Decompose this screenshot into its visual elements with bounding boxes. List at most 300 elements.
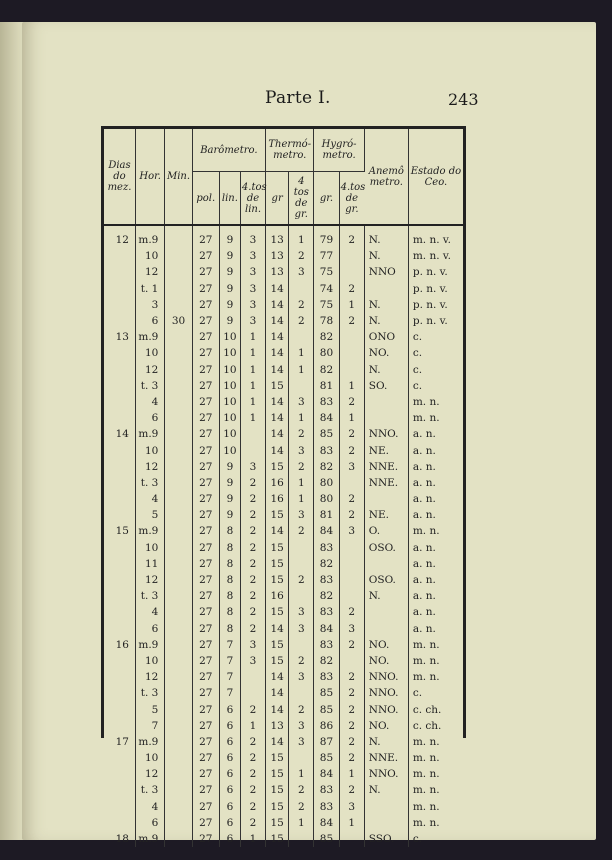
header-hor: Hor. bbox=[135, 129, 164, 225]
cell-graus-hygro: 75 bbox=[314, 264, 339, 280]
cell-quartos-therm: 1 bbox=[289, 232, 314, 248]
cell-polegadas: 27 bbox=[192, 621, 219, 637]
cell-linhas: 10 bbox=[219, 345, 240, 361]
cell-quartos-hygro: 2 bbox=[339, 232, 364, 248]
header-estado: Estado do Ceo. bbox=[408, 129, 463, 225]
cell-quartos-linha: 2 bbox=[240, 701, 265, 717]
cell-polegadas: 27 bbox=[192, 442, 219, 458]
cell-estado-ceo: a. n. bbox=[412, 493, 436, 506]
cell-quartos-linha: 2 bbox=[240, 507, 265, 523]
cell-polegadas: 27 bbox=[192, 362, 219, 378]
cell-quartos-hygro bbox=[339, 653, 364, 669]
cell-linhas: 9 bbox=[219, 248, 240, 264]
cell-hora: 11 bbox=[135, 556, 164, 572]
cell-estado-ceo: c. bbox=[412, 347, 423, 360]
cell-quartos-hygro bbox=[339, 329, 364, 345]
cell-minuto bbox=[165, 378, 192, 394]
header-hygrometro: Hygró-metro. bbox=[314, 129, 364, 172]
cell-hora: t. 3 bbox=[135, 378, 164, 394]
cell-vento: NNE. bbox=[364, 750, 408, 766]
cell-dia: 13 bbox=[104, 329, 135, 345]
cell-vento: NO. bbox=[364, 653, 408, 669]
cell-estado-ceo: m. n. v. bbox=[412, 234, 451, 247]
cell-polegadas: 27 bbox=[192, 264, 219, 280]
table-row bbox=[104, 362, 463, 378]
table-row bbox=[104, 637, 463, 653]
table-row bbox=[104, 604, 463, 620]
cell-minuto bbox=[165, 394, 192, 410]
cell-quartos-therm: 2 bbox=[289, 426, 314, 442]
cell-quartos-therm: 3 bbox=[289, 394, 314, 410]
cell-polegadas: 27 bbox=[192, 394, 219, 410]
table-row bbox=[104, 281, 463, 297]
cell-hora: 10 bbox=[135, 345, 164, 361]
cell-quartos-therm: 3 bbox=[289, 604, 314, 620]
cell-quartos-hygro: 3 bbox=[339, 799, 364, 815]
cell-estado-ceo: c. ch. bbox=[412, 719, 442, 732]
observation-table bbox=[104, 129, 463, 847]
cell-graus-therm: 15 bbox=[266, 799, 289, 815]
cell-estado-ceo: m. n. bbox=[412, 784, 440, 797]
cell-quartos-linha: 1 bbox=[240, 329, 265, 345]
cell-linhas: 8 bbox=[219, 523, 240, 539]
cell-estado-ceo: m. n. v. bbox=[412, 250, 451, 263]
cell-linhas: 7 bbox=[219, 685, 240, 701]
cell-quartos-linha: 1 bbox=[240, 378, 265, 394]
cell-hora: 10 bbox=[135, 653, 164, 669]
cell-linhas: 10 bbox=[219, 378, 240, 394]
cell-hora: 6 bbox=[135, 313, 164, 329]
cell-estado-ceo: m. n. bbox=[412, 800, 440, 813]
cell-dia bbox=[104, 248, 135, 264]
table-row bbox=[104, 329, 463, 345]
cell-graus-therm: 13 bbox=[266, 264, 289, 280]
cell-hora: 4 bbox=[135, 604, 164, 620]
cell-quartos-linha: 2 bbox=[240, 556, 265, 572]
cell-quartos-linha: 2 bbox=[240, 815, 265, 831]
cell-dia bbox=[104, 297, 135, 313]
table-row bbox=[104, 410, 463, 426]
cell-linhas: 7 bbox=[219, 637, 240, 653]
cell-graus-therm: 14 bbox=[266, 362, 289, 378]
cell-minuto bbox=[165, 297, 192, 313]
cell-graus-hygro: 85 bbox=[314, 685, 339, 701]
cell-quartos-linha: 2 bbox=[240, 734, 265, 750]
cell-estado-ceo: a. n. bbox=[412, 590, 436, 603]
cell-dia bbox=[104, 313, 135, 329]
cell-minuto bbox=[165, 248, 192, 264]
cell-graus-therm: 15 bbox=[266, 378, 289, 394]
cell-graus-therm: 14 bbox=[266, 669, 289, 685]
cell-quartos-therm bbox=[289, 637, 314, 653]
cell-graus-hygro: 82 bbox=[314, 588, 339, 604]
cell-minuto bbox=[165, 653, 192, 669]
cell-dia bbox=[104, 604, 135, 620]
table-row bbox=[104, 621, 463, 637]
cell-vento bbox=[364, 621, 408, 637]
cell-vento: NNO. bbox=[364, 685, 408, 701]
cell-polegadas: 27 bbox=[192, 750, 219, 766]
cell-quartos-therm: 2 bbox=[289, 782, 314, 798]
cell-quartos-hygro: 3 bbox=[339, 523, 364, 539]
cell-hora: 4 bbox=[135, 491, 164, 507]
cell-minuto bbox=[165, 669, 192, 685]
cell-quartos-hygro: 2 bbox=[339, 685, 364, 701]
cell-minuto bbox=[165, 685, 192, 701]
table-row bbox=[104, 750, 463, 766]
cell-dia bbox=[104, 491, 135, 507]
cell-quartos-linha: 2 bbox=[240, 540, 265, 556]
cell-quartos-hygro: 2 bbox=[339, 491, 364, 507]
cell-dia bbox=[104, 362, 135, 378]
cell-graus-hygro: 79 bbox=[314, 232, 339, 248]
cell-minuto bbox=[165, 507, 192, 523]
cell-linhas: 8 bbox=[219, 556, 240, 572]
cell-vento bbox=[364, 491, 408, 507]
cell-quartos-therm: 1 bbox=[289, 345, 314, 361]
cell-vento: NNE. bbox=[364, 459, 408, 475]
cell-estado-ceo: m. n. bbox=[412, 654, 440, 667]
cell-quartos-linha: 2 bbox=[240, 799, 265, 815]
cell-quartos-therm: 3 bbox=[289, 669, 314, 685]
cell-hora: t. 3 bbox=[135, 588, 164, 604]
cell-linhas: 10 bbox=[219, 442, 240, 458]
cell-quartos-therm: 3 bbox=[289, 718, 314, 734]
cell-hora: 5 bbox=[135, 507, 164, 523]
cell-dia: 14 bbox=[104, 426, 135, 442]
cell-polegadas: 27 bbox=[192, 345, 219, 361]
cell-graus-hygro: 84 bbox=[314, 410, 339, 426]
table-row bbox=[104, 475, 463, 491]
cell-estado-ceo: a. n. bbox=[412, 476, 436, 489]
cell-polegadas: 27 bbox=[192, 329, 219, 345]
table-row bbox=[104, 669, 463, 685]
table-row bbox=[104, 313, 463, 329]
cell-graus-therm: 14 bbox=[266, 685, 289, 701]
cell-vento: NE. bbox=[364, 442, 408, 458]
cell-quartos-therm: 2 bbox=[289, 701, 314, 717]
cell-vento: O. bbox=[364, 523, 408, 539]
cell-graus-therm: 13 bbox=[266, 248, 289, 264]
table-row bbox=[104, 345, 463, 361]
cell-quartos-therm: 2 bbox=[289, 248, 314, 264]
cell-linhas: 8 bbox=[219, 540, 240, 556]
cell-minuto bbox=[165, 362, 192, 378]
cell-dia bbox=[104, 394, 135, 410]
cell-linhas: 9 bbox=[219, 281, 240, 297]
cell-quartos-linha: 3 bbox=[240, 297, 265, 313]
cell-linhas: 6 bbox=[219, 734, 240, 750]
cell-quartos-linha: 3 bbox=[240, 459, 265, 475]
cell-graus-therm: 15 bbox=[266, 604, 289, 620]
cell-polegadas: 27 bbox=[192, 313, 219, 329]
cell-vento: NNO. bbox=[364, 766, 408, 782]
cell-graus-therm: 14 bbox=[266, 313, 289, 329]
cell-hora: t. 3 bbox=[135, 782, 164, 798]
cell-estado-ceo: a. n. bbox=[412, 622, 436, 635]
cell-polegadas: 27 bbox=[192, 815, 219, 831]
cell-linhas: 6 bbox=[219, 718, 240, 734]
page-number: 243 bbox=[448, 90, 479, 109]
cell-quartos-linha: 2 bbox=[240, 750, 265, 766]
cell-dia bbox=[104, 750, 135, 766]
cell-estado-ceo: a. n. bbox=[412, 460, 436, 473]
cell-polegadas: 27 bbox=[192, 653, 219, 669]
cell-quartos-linha: 3 bbox=[240, 281, 265, 297]
cell-graus-hygro: 78 bbox=[314, 313, 339, 329]
cell-hora: 12 bbox=[135, 766, 164, 782]
cell-quartos-therm: 1 bbox=[289, 475, 314, 491]
cell-graus-hygro: 84 bbox=[314, 621, 339, 637]
header-quartos-gr: 4 tos de gr. bbox=[289, 172, 314, 226]
cell-quartos-therm bbox=[289, 329, 314, 345]
running-head: Parte I. bbox=[265, 88, 331, 108]
cell-linhas: 9 bbox=[219, 313, 240, 329]
cell-graus-hygro: 85 bbox=[314, 426, 339, 442]
cell-hora: 12 bbox=[135, 362, 164, 378]
cell-polegadas: 27 bbox=[192, 799, 219, 815]
cell-hora: 12 bbox=[135, 572, 164, 588]
cell-linhas: 7 bbox=[219, 653, 240, 669]
cell-polegadas: 27 bbox=[192, 782, 219, 798]
cell-graus-therm: 14 bbox=[266, 621, 289, 637]
cell-quartos-therm bbox=[289, 685, 314, 701]
table-row bbox=[104, 540, 463, 556]
cell-polegadas: 27 bbox=[192, 734, 219, 750]
cell-graus-therm: 15 bbox=[266, 507, 289, 523]
cell-vento: NNO. bbox=[364, 669, 408, 685]
cell-estado-ceo: c. bbox=[412, 331, 423, 344]
cell-graus-therm: 14 bbox=[266, 297, 289, 313]
cell-estado-ceo: p. n. v. bbox=[412, 315, 448, 328]
cell-graus-therm: 15 bbox=[266, 572, 289, 588]
cell-minuto bbox=[165, 281, 192, 297]
cell-graus-hygro: 77 bbox=[314, 248, 339, 264]
cell-dia: 18 bbox=[104, 831, 135, 847]
cell-estado-ceo: c. bbox=[412, 363, 423, 376]
cell-dia bbox=[104, 378, 135, 394]
cell-quartos-linha: 2 bbox=[240, 588, 265, 604]
cell-hora: t. 3 bbox=[135, 685, 164, 701]
cell-graus-therm: 15 bbox=[266, 556, 289, 572]
cell-vento: N. bbox=[364, 313, 408, 329]
cell-minuto bbox=[165, 329, 192, 345]
cell-quartos-therm bbox=[289, 540, 314, 556]
cell-hora: m.9 bbox=[135, 232, 164, 248]
cell-quartos-hygro: 2 bbox=[339, 394, 364, 410]
cell-minuto bbox=[165, 621, 192, 637]
cell-hora: 6 bbox=[135, 621, 164, 637]
cell-quartos-hygro bbox=[339, 264, 364, 280]
cell-dia bbox=[104, 799, 135, 815]
cell-polegadas: 27 bbox=[192, 491, 219, 507]
cell-hora: 12 bbox=[135, 669, 164, 685]
cell-graus-therm: 15 bbox=[266, 459, 289, 475]
cell-quartos-linha: 1 bbox=[240, 345, 265, 361]
cell-quartos-linha bbox=[240, 442, 265, 458]
cell-linhas: 9 bbox=[219, 232, 240, 248]
cell-vento: NO. bbox=[364, 637, 408, 653]
cell-graus-hygro: 83 bbox=[314, 394, 339, 410]
cell-quartos-linha: 3 bbox=[240, 637, 265, 653]
cell-graus-therm: 15 bbox=[266, 653, 289, 669]
cell-quartos-hygro: 2 bbox=[339, 442, 364, 458]
cell-estado-ceo: m. n. bbox=[412, 395, 440, 408]
cell-hora: m.9 bbox=[135, 831, 164, 847]
cell-quartos-therm bbox=[289, 378, 314, 394]
cell-hora: 6 bbox=[135, 410, 164, 426]
cell-polegadas: 27 bbox=[192, 637, 219, 653]
cell-linhas: 9 bbox=[219, 491, 240, 507]
cell-quartos-therm: 2 bbox=[289, 653, 314, 669]
cell-estado-ceo: m. n. bbox=[412, 768, 440, 781]
cell-dia bbox=[104, 653, 135, 669]
cell-quartos-hygro bbox=[339, 540, 364, 556]
cell-quartos-therm bbox=[289, 750, 314, 766]
cell-quartos-hygro bbox=[339, 831, 364, 847]
cell-graus-hygro: 85 bbox=[314, 750, 339, 766]
cell-quartos-hygro: 2 bbox=[339, 734, 364, 750]
cell-minuto bbox=[165, 734, 192, 750]
cell-polegadas: 27 bbox=[192, 604, 219, 620]
cell-graus-hygro: 83 bbox=[314, 572, 339, 588]
cell-quartos-linha: 3 bbox=[240, 232, 265, 248]
cell-quartos-hygro: 1 bbox=[339, 297, 364, 313]
cell-polegadas: 27 bbox=[192, 685, 219, 701]
cell-quartos-therm: 3 bbox=[289, 734, 314, 750]
cell-linhas: 9 bbox=[219, 507, 240, 523]
cell-estado-ceo: p. n. v. bbox=[412, 282, 448, 295]
cell-estado-ceo: m. n. bbox=[412, 816, 440, 829]
cell-vento bbox=[364, 604, 408, 620]
cell-linhas: 10 bbox=[219, 394, 240, 410]
cell-linhas: 10 bbox=[219, 329, 240, 345]
cell-vento bbox=[364, 394, 408, 410]
cell-estado-ceo: a. n. bbox=[412, 574, 436, 587]
header-pol: pol. bbox=[192, 172, 219, 226]
table-row bbox=[104, 701, 463, 717]
cell-quartos-therm: 1 bbox=[289, 410, 314, 426]
header-dias: Dias do mez. bbox=[104, 129, 135, 225]
cell-quartos-therm: 2 bbox=[289, 313, 314, 329]
cell-vento bbox=[364, 799, 408, 815]
cell-quartos-hygro: 2 bbox=[339, 281, 364, 297]
cell-graus-hygro: 83 bbox=[314, 799, 339, 815]
cell-estado-ceo: c. bbox=[412, 687, 423, 700]
cell-graus-hygro: 82 bbox=[314, 556, 339, 572]
cell-linhas: 7 bbox=[219, 669, 240, 685]
cell-graus-hygro: 83 bbox=[314, 782, 339, 798]
cell-polegadas: 27 bbox=[192, 410, 219, 426]
cell-minuto bbox=[165, 782, 192, 798]
cell-vento bbox=[364, 815, 408, 831]
cell-estado-ceo: c. bbox=[412, 379, 423, 392]
cell-vento: N. bbox=[364, 734, 408, 750]
cell-minuto bbox=[165, 718, 192, 734]
cell-estado-ceo: a. n. bbox=[412, 541, 436, 554]
cell-minuto bbox=[165, 701, 192, 717]
cell-graus-therm: 14 bbox=[266, 442, 289, 458]
cell-quartos-linha: 1 bbox=[240, 718, 265, 734]
cell-graus-hygro: 84 bbox=[314, 523, 339, 539]
cell-graus-hygro: 84 bbox=[314, 766, 339, 782]
cell-linhas: 9 bbox=[219, 297, 240, 313]
cell-linhas: 9 bbox=[219, 475, 240, 491]
table-row bbox=[104, 799, 463, 815]
cell-quartos-linha: 2 bbox=[240, 782, 265, 798]
cell-quartos-therm: 1 bbox=[289, 766, 314, 782]
cell-dia bbox=[104, 281, 135, 297]
cell-minuto bbox=[165, 410, 192, 426]
cell-linhas: 8 bbox=[219, 621, 240, 637]
cell-graus-therm: 15 bbox=[266, 782, 289, 798]
cell-graus-hygro: 82 bbox=[314, 362, 339, 378]
cell-quartos-therm: 1 bbox=[289, 362, 314, 378]
cell-hora: 6 bbox=[135, 815, 164, 831]
cell-linhas: 8 bbox=[219, 572, 240, 588]
cell-graus-therm: 15 bbox=[266, 815, 289, 831]
cell-quartos-therm bbox=[289, 831, 314, 847]
cell-graus-hygro: 84 bbox=[314, 815, 339, 831]
cell-quartos-therm bbox=[289, 556, 314, 572]
cell-dia bbox=[104, 621, 135, 637]
cell-quartos-hygro: 2 bbox=[339, 750, 364, 766]
cell-graus-hygro: 85 bbox=[314, 701, 339, 717]
cell-polegadas: 27 bbox=[192, 540, 219, 556]
cell-vento: N. bbox=[364, 782, 408, 798]
cell-vento: N. bbox=[364, 588, 408, 604]
header-thermometro: Thermó-metro. bbox=[266, 129, 314, 172]
cell-estado-ceo: p. n. v. bbox=[412, 266, 448, 279]
cell-quartos-linha bbox=[240, 685, 265, 701]
cell-graus-therm: 15 bbox=[266, 831, 289, 847]
table-row bbox=[104, 766, 463, 782]
cell-linhas: 6 bbox=[219, 766, 240, 782]
table-row bbox=[104, 507, 463, 523]
table-row bbox=[104, 588, 463, 604]
cell-estado-ceo: m. n. bbox=[412, 525, 440, 538]
cell-quartos-linha: 3 bbox=[240, 248, 265, 264]
table-row bbox=[104, 831, 463, 847]
cell-quartos-linha bbox=[240, 669, 265, 685]
cell-hora: 7 bbox=[135, 718, 164, 734]
cell-estado-ceo: m. n. bbox=[412, 638, 440, 651]
table-row bbox=[104, 378, 463, 394]
header-lin: lin. bbox=[219, 172, 240, 226]
cell-quartos-hygro: 1 bbox=[339, 410, 364, 426]
cell-graus-hygro: 82 bbox=[314, 459, 339, 475]
cell-hora: 12 bbox=[135, 459, 164, 475]
cell-hora: m.9 bbox=[135, 426, 164, 442]
cell-graus-therm: 15 bbox=[266, 750, 289, 766]
cell-minuto bbox=[165, 799, 192, 815]
cell-quartos-therm: 3 bbox=[289, 442, 314, 458]
cell-quartos-hygro bbox=[339, 588, 364, 604]
header-hyg-quartos: 4.tos de gr. bbox=[339, 172, 364, 226]
cell-quartos-hygro bbox=[339, 475, 364, 491]
cell-quartos-linha: 2 bbox=[240, 491, 265, 507]
cell-minuto bbox=[165, 459, 192, 475]
cell-hora: t. 3 bbox=[135, 475, 164, 491]
cell-hora: 3 bbox=[135, 297, 164, 313]
table-row bbox=[104, 685, 463, 701]
cell-quartos-linha: 2 bbox=[240, 621, 265, 637]
cell-linhas: 10 bbox=[219, 426, 240, 442]
cell-estado-ceo: a. n. bbox=[412, 557, 436, 570]
cell-quartos-therm bbox=[289, 588, 314, 604]
cell-vento bbox=[364, 556, 408, 572]
cell-hora: 10 bbox=[135, 248, 164, 264]
